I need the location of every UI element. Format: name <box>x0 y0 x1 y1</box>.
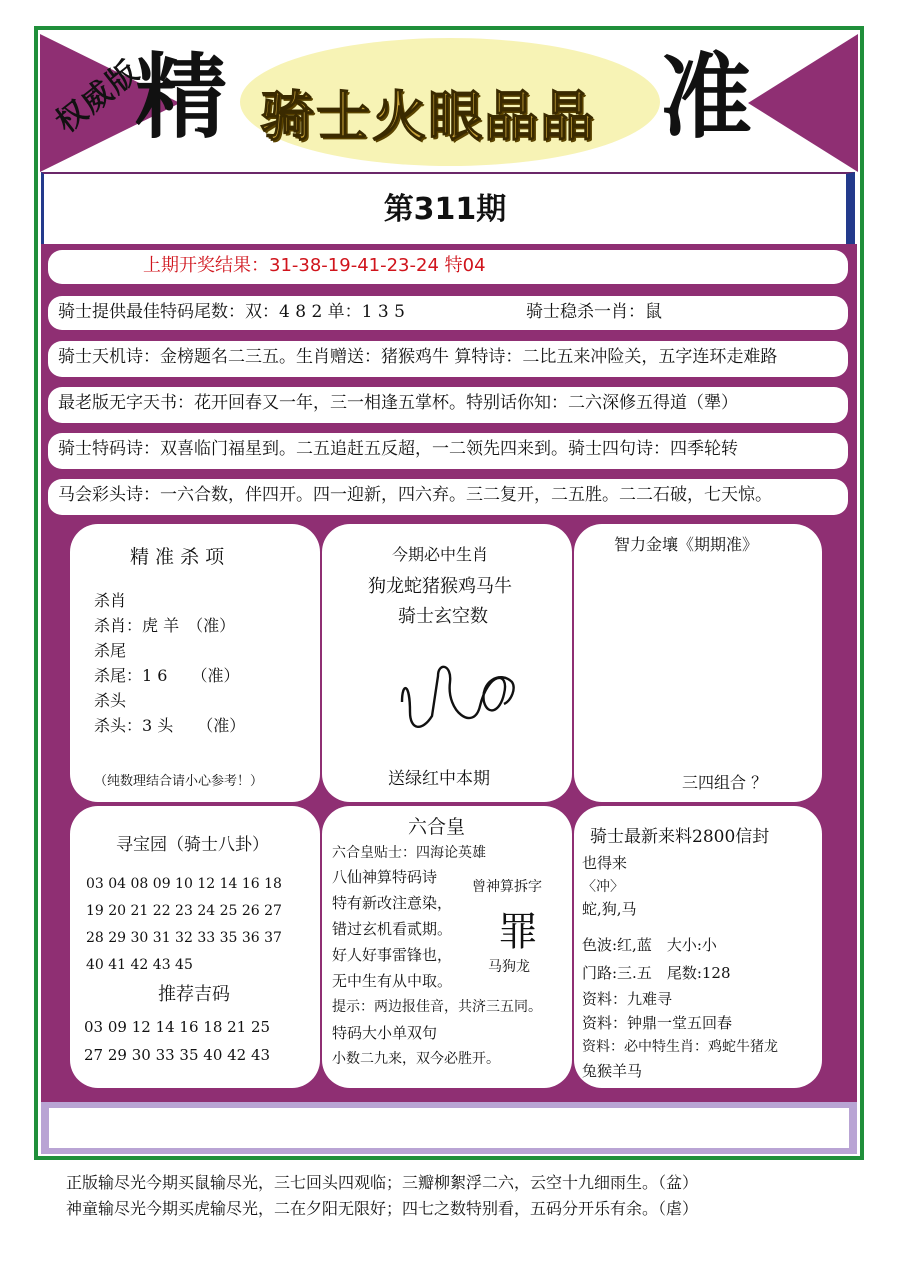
six-line: 特有新改注意染， <box>332 894 453 912</box>
latest-line: 蛇,狗,马 <box>582 900 637 918</box>
treasure-numbers-row: 19 20 21 22 23 24 25 26 27 <box>86 903 282 919</box>
must-zodiac-title: 今期必中生肖 <box>392 545 489 564</box>
six-line: 错过玄机看贰期。 <box>332 920 453 938</box>
split-char-big: 罪 <box>498 909 538 955</box>
split-char-title: 曾神算拆字 <box>472 879 542 895</box>
treasure-numbers-row: 28 29 30 31 32 33 35 36 37 <box>86 930 282 946</box>
recommended-numbers-row: 03 09 12 14 16 18 21 25 <box>84 1018 271 1036</box>
treasure-box <box>70 806 320 1088</box>
poem-row-3: 骑士特码诗：双喜临门福星到。二五追赶五反超，一二领先四来到。骑士四句诗：四季轮转 <box>48 433 848 469</box>
split-char-zodiacs: 马狗龙 <box>488 959 530 975</box>
latest-line: 也得来 <box>582 854 628 872</box>
tail-number-row <box>48 296 848 330</box>
kill-line: 杀尾 <box>94 641 127 660</box>
latest-line: 兔猴羊马 <box>582 1062 643 1080</box>
poem-row-2: 最老版无字天书：花开回春又一年，三一相逢五掌杯。特别话你知：二六深修五得道（犟） <box>48 387 848 423</box>
six-line: 好人好事雷锋也， <box>332 946 453 964</box>
color-wave-hint: 送绿红中本期 <box>388 769 490 789</box>
footer-line: 神童输尽光今期买虎输尽光，二在夕阳无限好；四七之数特别看，五码分开乐有余。（虐） <box>66 1199 699 1218</box>
latest-line: 资料：钟鼎一堂五回春 <box>582 1014 733 1032</box>
recommended-numbers-row: 27 29 30 33 35 40 42 43 <box>84 1046 271 1064</box>
footer-line: 正版输尽光今期买鼠输尽光，三七回头四观临；三瓣柳絮浮二六，云空十九细雨生。（盆） <box>66 1173 699 1192</box>
six-line: 八仙神算特码诗 <box>332 868 438 886</box>
poster-header <box>40 34 858 172</box>
poem-row-1: 骑士天机诗：金榜题名二三五。生肖赠送：猪猴鸡牛 算特诗：二比五来冲险关，五字连环走难路 <box>48 341 848 377</box>
wisdom-title: 智力金壤《期期准》 <box>614 535 759 554</box>
latest-line: 资料：必中特生肖：鸡蛇牛猪龙 <box>582 1039 778 1055</box>
wisdom-hint: 三四组合 ？ <box>682 773 768 792</box>
kill-note: （纯数理结合请小心参考！） <box>94 774 264 789</box>
six-line: 小数二九来，双今必胜开。 <box>332 1051 500 1067</box>
kill-line: 杀头：3 头 （准） <box>94 716 246 735</box>
six-line: 提示：两边报佳音，共济三五同。 <box>332 999 542 1015</box>
kill-line: 杀尾：1 6 （准） <box>94 666 240 685</box>
six-line: 六合皇贴士：四海论英雄 <box>332 845 486 861</box>
latest-line: 色波:红,蓝 大小:小 <box>582 936 717 954</box>
six-harmony-title: 六合皇 <box>408 816 466 838</box>
kill-one-zodiac: 骑士稳杀一肖：鼠 <box>526 302 662 322</box>
latest-info-box <box>574 806 822 1088</box>
right-triangle-decoration <box>748 34 858 172</box>
kill-line: 杀肖：虎 羊 （准） <box>94 616 236 635</box>
kill-line: 杀头 <box>94 691 127 710</box>
six-harmony-box <box>322 806 572 1088</box>
mystic-number-label: 骑士玄空数 <box>398 606 488 627</box>
latest-line: 门路:三.五 尾数:128 <box>582 964 731 982</box>
six-line: 无中生有从中取。 <box>332 972 453 990</box>
big-char-left: 精 <box>135 44 228 151</box>
poem-row-4: 马会彩头诗：一六合数，伴四开。四一迎新，四六弃。三二复开，二五胜。二二石破，七天惊。 <box>48 479 848 515</box>
handwritten-signature-icon <box>392 642 532 742</box>
kill-items-box <box>70 524 320 802</box>
recommended-title: 推荐吉码 <box>158 984 230 1005</box>
must-zodiac-list: 狗龙蛇猪猴鸡马牛 <box>368 576 512 597</box>
issue-box <box>41 172 855 244</box>
latest-line: 资料：九难寻 <box>582 990 673 1008</box>
bottom-bar-inner <box>49 1108 849 1148</box>
treasure-title: 寻宝园（骑士八卦） <box>116 835 269 855</box>
treasure-numbers-row: 03 04 08 09 10 12 14 16 18 <box>86 876 282 892</box>
bottom-bar <box>41 1102 857 1154</box>
six-line: 特码大小单双句 <box>332 1024 438 1042</box>
latest-title: 骑士最新来料2800信封 <box>590 827 770 847</box>
wisdom-box <box>574 524 822 802</box>
latest-line: 〈冲〉 <box>582 879 624 895</box>
brand-title: 骑士火眼晶晶 <box>260 84 596 148</box>
last-result-row: 上期开奖结果：31-38-19-41-23-24 特04 <box>48 250 848 284</box>
issue-number: 第311期 <box>383 192 507 227</box>
kill-items-title: 精 准 杀 项 <box>130 546 225 568</box>
treasure-numbers-row: 40 41 42 43 45 <box>86 957 193 973</box>
authority-badge: 权威版 <box>49 53 147 141</box>
big-char-right: 准 <box>660 44 753 151</box>
must-zodiac-box <box>322 524 572 802</box>
tail-number-text: 骑士提供最佳特码尾数：双：4 8 2 单：1 3 5 <box>58 302 405 322</box>
kill-line: 杀肖 <box>94 591 127 610</box>
